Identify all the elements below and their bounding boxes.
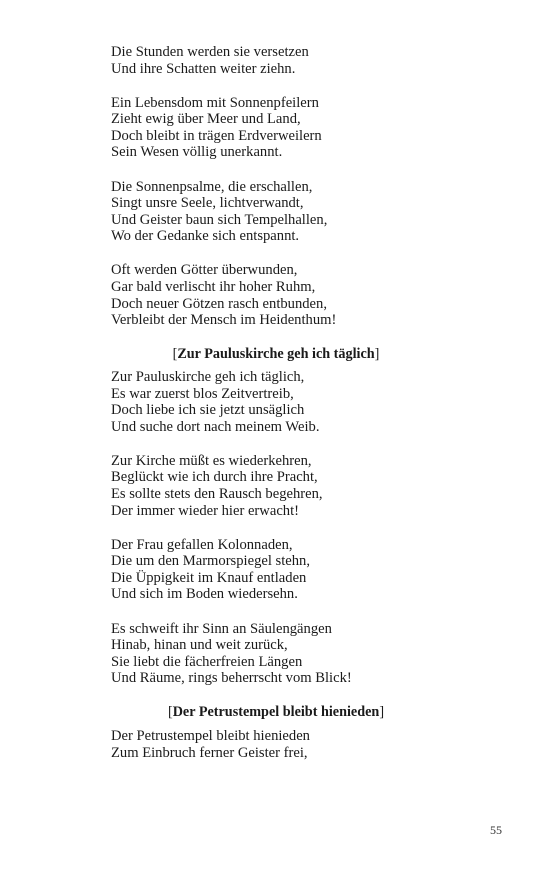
poem-line: Wo der Gedanke sich entspannt. [111, 228, 300, 245]
page-content [111, 44, 441, 779]
poem-line: Singt unsre Seele, lichtverwandt, [111, 195, 304, 212]
poem2-stanza-3 [111, 537, 441, 603]
poem1-stanza-1 [111, 44, 441, 77]
poem-line: Gar bald verlischt ihr hoher Ruhm, [111, 279, 316, 296]
poem2-stanza-2 [111, 453, 441, 519]
poem2-stanza-4 [111, 621, 441, 687]
poem2-stanza-1 [111, 369, 441, 435]
poem-line: Es sollte stets den Rausch begehren, [111, 485, 323, 502]
page-number: 55 [490, 823, 502, 837]
bracket-close: ] [379, 704, 385, 721]
poem-line: Die um den Marmorspiegel stehn, [111, 553, 310, 570]
poem1-stanza-3 [111, 179, 441, 245]
poem1-stanza-4 [111, 262, 441, 328]
poem2-title [111, 346, 441, 363]
poem-line: Sein Wesen völlig unerkannt. [111, 144, 283, 161]
poem-line: Zieht ewig über Meer und Land, [111, 111, 301, 128]
poem-line: Es war zuerst blos Zeitvertreib, [111, 385, 294, 402]
bracket-open: [ [167, 704, 173, 721]
bracket-open: [ [172, 346, 178, 363]
poem-line: Der Petrustempel bleibt hienieden [111, 728, 310, 744]
poem-line: Doch neuer Götzen rasch entbunden, [111, 295, 327, 312]
poem-line: Ein Lebensdom mit Sonnenpfeilern [111, 94, 319, 111]
poem-line: Doch bleibt in trägen Erdverweilern [111, 127, 322, 144]
poem-line: Verbleibt der Mensch im Heidenthum! [111, 312, 337, 329]
poem-line: Und ihre Schatten weiter ziehn. [111, 60, 296, 77]
poem-line: Und Räume, rings beherrscht vom Blick! [111, 670, 352, 687]
poem-line: Und sich im Boden wiedersehn. [111, 586, 298, 603]
poem-line: Die Üppigkeit im Knauf entladen [111, 569, 307, 586]
poem-line: Sie liebt die fächerfreien Längen [111, 653, 303, 670]
poem-line: Und Geister baun sich Tempelhallen, [111, 211, 328, 228]
poem-line: Doch liebe ich sie jetzt unsäglich [111, 402, 305, 419]
poem1-stanza-2 [111, 95, 441, 161]
poem3-stanza-1 [111, 728, 441, 761]
poem-line: Der immer wieder hier erwacht! [111, 502, 300, 519]
poem-line: Die Sonnenpsalme, die erschallen, [111, 178, 313, 195]
poem-line: Beglückt wie ich durch ihre Pracht, [111, 469, 318, 486]
poem-line: Zum Einbruch ferner Geister frei, [111, 744, 308, 761]
poem2-title-text: Zur Pauluskirche geh ich täglich [177, 346, 375, 363]
poem-line: Die Stunden werden sie versetzen [111, 44, 309, 60]
poem-line: Hinab, hinan und weit zurück, [111, 637, 288, 654]
poem-line: Oft werden Götter überwunden, [111, 262, 298, 279]
poem-line: Es schweift ihr Sinn an Säulengängen [111, 620, 332, 637]
poem-line: Der Frau gefallen Kolonnaden, [111, 536, 293, 553]
poem-line: Zur Pauluskirche geh ich täglich, [111, 368, 305, 385]
poem-line: Und suche dort nach meinem Weib. [111, 418, 320, 435]
poem-line: Zur Kirche müßt es wiederkehren, [111, 452, 312, 469]
poem3-title-text: Der Petrustempel bleibt hienieden [172, 704, 380, 721]
poem3-title [111, 704, 441, 721]
bracket-close: ] [374, 346, 380, 363]
